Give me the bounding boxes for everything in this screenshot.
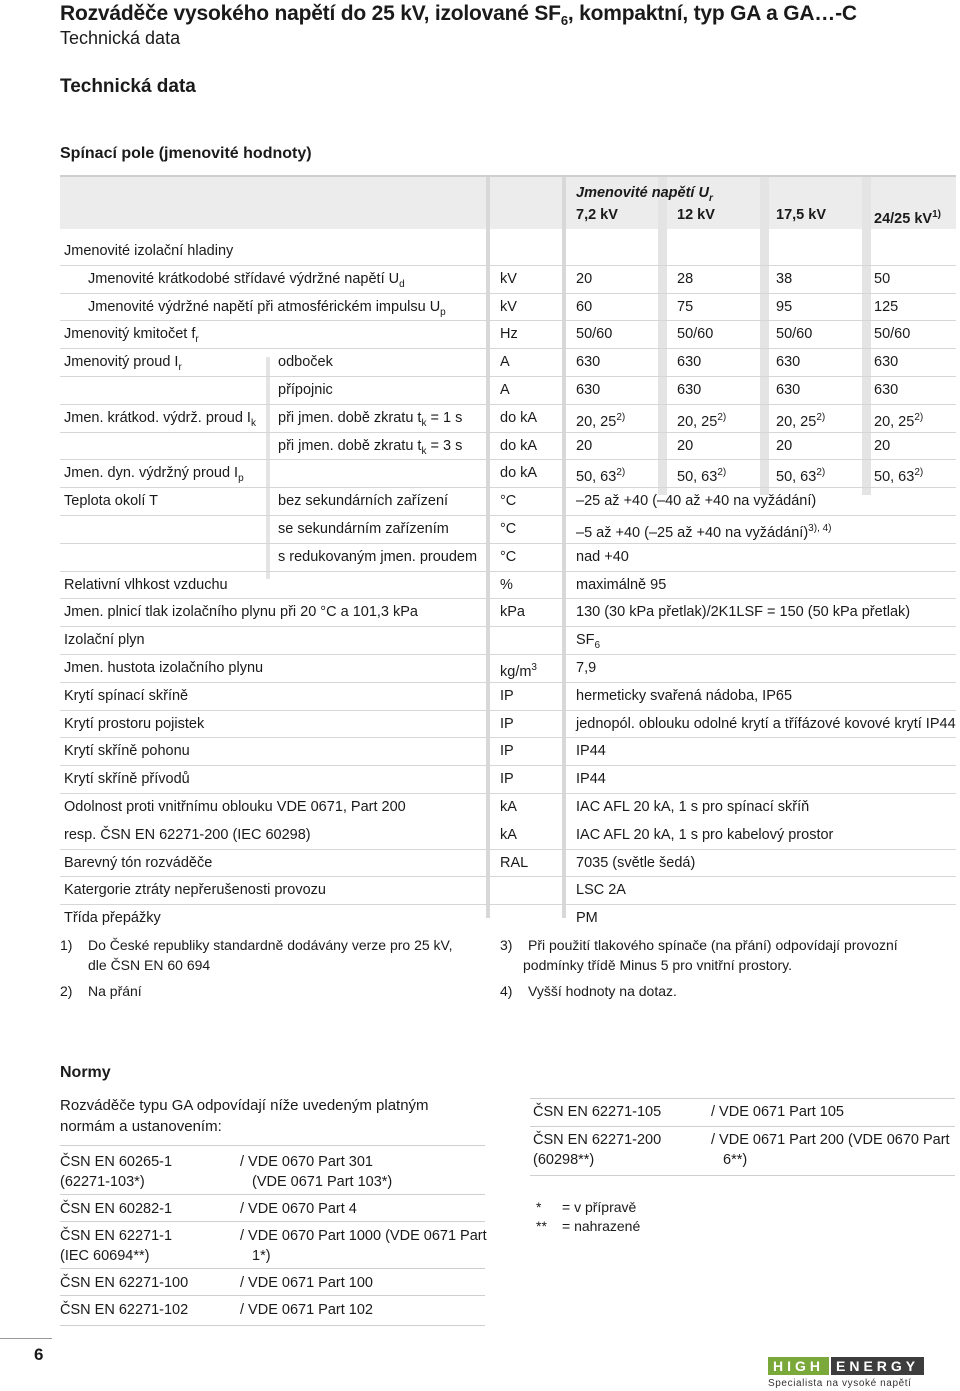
column-header: 24/25 $kV^{1)}$ <box>874 209 941 227</box>
row-divider <box>60 765 956 766</box>
norm-code: ČSN EN 62271-102 <box>60 1302 189 1318</box>
row-unit: IP <box>500 687 514 704</box>
footnote: 2) Na přání <box>60 983 142 999</box>
value-cell: 50/60 <box>776 326 813 343</box>
row-divider <box>60 515 956 516</box>
value-cell: 630 <box>874 382 899 398</box>
document-subtitle: Technická data <box>60 28 181 48</box>
footnote: 4) Vyšší hodnoty na dotaz. <box>500 983 677 999</box>
value-cell: 20 <box>576 270 593 287</box>
logo-word-energy: ENERGY <box>831 1357 924 1375</box>
value-span: IAC AFL 20 kA, 1 s pro kabelový prostor <box>576 826 834 843</box>
norm-code: ČSN EN 60265-1 (62271-103*) <box>60 1154 173 1190</box>
row-unit: A <box>500 354 510 371</box>
row-label: Krytí prostoru pojistek <box>64 715 205 732</box>
row-unit: do kA <box>500 465 538 482</box>
row-divider <box>60 376 956 377</box>
value-cell: 50/60 <box>576 326 613 343</box>
norm-vde: / VDE 0671 Part 100 <box>240 1275 373 1291</box>
row-label: Teplota okolí T <box>64 493 159 510</box>
value-cell: 630 <box>576 382 601 398</box>
section-heading: Technická data <box>60 76 196 97</box>
row-divider <box>60 682 956 683</box>
row-label: Jmenovité výdržné napětí při atmosférickém impulsu $U_p$ <box>88 298 446 318</box>
value-cell: 20, 25$^{2)}$ <box>874 411 924 430</box>
column-divider <box>486 177 490 918</box>
norm-code: ČSN EN 60282-1 <box>60 1201 173 1217</box>
row-divider <box>60 710 956 711</box>
legend-item: ** = nahrazené <box>536 1218 641 1234</box>
column-divider <box>266 357 270 579</box>
row-divider <box>60 459 956 460</box>
row-divider <box>60 571 956 572</box>
value-cell: 630 <box>874 354 899 371</box>
value-cell: 60 <box>576 298 593 315</box>
row-sublabel: odboček <box>278 354 333 371</box>
row-sublabel: při jmen. době zkratu $t_k = 3$ s <box>278 437 463 457</box>
row-sublabel: s redukovaným jmen. proudem <box>278 548 478 565</box>
row-sublabel: se sekundárním zařízením <box>278 521 449 537</box>
value-span: $SF_6$ <box>576 632 601 652</box>
divider <box>60 1194 485 1195</box>
row-unit: kA <box>500 826 517 843</box>
column-header: 7,2 kV <box>576 207 618 223</box>
norm-code: ČSN EN 62271-100 <box>60 1275 189 1291</box>
norm-vde: / VDE 0671 Part 105 <box>711 1104 844 1120</box>
value-cell: 20, 25$^{2)}$ <box>576 411 626 430</box>
value-cell: 630 <box>776 382 801 398</box>
divider <box>530 1175 955 1176</box>
row-label: Jmen. dyn. výdržný proud $I_p$ <box>64 465 244 485</box>
value-cell: 50, 63$^{2)}$ <box>576 467 626 486</box>
value-cell: 38 <box>776 270 793 287</box>
row-unit: IP <box>500 743 514 760</box>
row-label: Jmenovité izolační hladiny <box>64 243 234 259</box>
divider <box>60 1145 485 1146</box>
row-unit: Hz <box>500 326 518 343</box>
value-cell: 28 <box>677 270 694 287</box>
value-span: –25 až +40 (–40 až +40 na vyžádání) <box>576 493 817 510</box>
row-divider <box>60 654 956 655</box>
value-cell: 20, 25$^{2)}$ <box>677 411 727 430</box>
value-span: –5 až +40 (–25 až +40 na vyžádání)$^{3), 4)}$ <box>576 523 832 541</box>
divider <box>60 1325 485 1326</box>
value-span: PM <box>576 910 598 927</box>
row-label: Jmenovité krátkodobé střídavé výdržné napětí $U_d$ <box>88 270 405 290</box>
norms-intro: Rozváděče typu GA odpovídají níže uvedeným platným normám a ustanovením: <box>60 1097 429 1135</box>
row-label: Třída přepážky <box>64 910 161 927</box>
value-cell: 50, 63$^{2)}$ <box>677 467 727 486</box>
row-label: Krytí spínací skříně <box>64 687 189 704</box>
row-label: Jmenovitý kmitočet $f_r$ <box>64 326 199 346</box>
row-label: Katergorie ztráty nepřerušenosti provozu <box>64 882 326 899</box>
norm-vde: / VDE 0670 Part 1000 (VDE 0671 Part 1*) <box>240 1228 487 1264</box>
column-header: 12 kV <box>677 207 715 223</box>
document-title: Rozváděče vysokého napětí do 25 kV, izolované $SF_6$, kompaktní, typ GA a GA…-C <box>60 2 857 29</box>
row-divider <box>60 876 956 877</box>
value-span: hermeticky svařená nádoba, IP65 <box>576 687 793 704</box>
value-span: IP44 <box>576 743 606 760</box>
value-span: IP44 <box>576 771 606 788</box>
legend-item: * = v přípravě <box>536 1199 637 1215</box>
row-unit: kPa <box>500 604 525 621</box>
row-unit: do kA <box>500 409 538 426</box>
value-cell: 20 <box>874 437 891 454</box>
row-label: Krytí skříně přívodů <box>64 771 190 788</box>
row-divider <box>60 793 956 794</box>
row-unit: RAL <box>500 854 529 871</box>
page-rule <box>0 1338 52 1339</box>
row-sublabel: přípojnic <box>278 382 333 398</box>
value-cell: 20 <box>776 437 793 454</box>
row-sublabel: při jmen. době zkratu $t_k = 1$ s <box>278 409 463 429</box>
row-unit: °C <box>500 548 517 565</box>
high-energy-logo <box>768 1357 940 1389</box>
value-span: nad +40 <box>576 548 629 565</box>
value-span: jednopól. oblouku odolné krytí a třífázové kovové krytí IP44 <box>576 715 956 732</box>
column-divider <box>862 177 871 495</box>
norm-code: ČSN EN 62271-200 (60298**) <box>533 1132 662 1168</box>
value-cell: 630 <box>576 354 601 371</box>
row-label: resp. ČSN EN 62271-200 (IEC 60298) <box>64 826 311 843</box>
row-unit: $kg/m^3$ <box>500 662 537 680</box>
row-unit: °C <box>500 493 517 510</box>
row-label: Relativní vlhkost vzduchu <box>64 576 228 593</box>
row-unit: A <box>500 382 510 398</box>
value-span: LSC 2A <box>576 882 626 899</box>
row-label: Barevný tón rozváděče <box>64 854 213 871</box>
row-divider <box>60 626 956 627</box>
value-cell: 630 <box>776 354 801 371</box>
value-span: IAC AFL 20 kA, 1 s pro spínací skříň <box>576 799 810 815</box>
norm-vde: / VDE 0671 Part 102 <box>240 1302 373 1318</box>
divider <box>60 1295 485 1296</box>
row-unit: kV <box>500 270 517 287</box>
row-label: Jmenovitý proud $I_r$ <box>64 354 182 374</box>
voltage-header: Jmenovité napětí $U_r$ <box>576 185 713 204</box>
value-cell: 20, 25$^{2)}$ <box>776 411 826 430</box>
row-divider <box>60 543 956 544</box>
divider <box>530 1098 955 1099</box>
row-sublabel: bez sekundárních zařízení <box>278 493 449 510</box>
row-label: Odolnost proti vnitřnímu oblouku VDE 0671, Part 200 <box>64 799 406 815</box>
column-divider <box>562 177 566 918</box>
row-label: Jmen. hustota izolačního plynu <box>64 660 264 676</box>
value-cell: 20 <box>677 437 694 454</box>
value-cell: 125 <box>874 298 899 315</box>
value-cell: 75 <box>677 298 694 315</box>
value-span: 130 (30 kPa přetlak)/2K1LSF = 150 (50 kPa přetlak) <box>576 604 911 621</box>
norms-heading: Normy <box>60 1064 111 1081</box>
divider <box>60 1221 485 1222</box>
norm-vde: / VDE 0670 Part 4 <box>240 1201 357 1217</box>
row-label: Jmen. plnicí tlak izolačního plynu při 20 °C a 101,3 kPa <box>64 604 418 621</box>
row-divider <box>60 849 956 850</box>
divider <box>60 1268 485 1269</box>
row-divider <box>60 598 956 599</box>
page-number: 6 <box>34 1345 44 1364</box>
row-divider <box>60 404 956 405</box>
column-divider <box>760 177 769 495</box>
logo-tagline: Specialista na vysoké napětí <box>768 1378 912 1389</box>
value-span: 7035 (světle šedá) <box>576 854 696 871</box>
row-unit: IP <box>500 771 514 788</box>
row-divider <box>60 904 956 905</box>
row-unit: °C <box>500 521 517 537</box>
row-label: Krytí skříně pohonu <box>64 743 190 760</box>
norm-vde: / VDE 0671 Part 200 (VDE 0670 Part 6**) <box>711 1132 950 1168</box>
column-divider <box>658 177 667 495</box>
row-divider <box>60 265 956 266</box>
value-span: maximálně 95 <box>576 576 667 593</box>
footnote: 1) Do České republiky standardně dodávány verze pro 25 kV, dle ČSN EN 60 694 <box>60 937 453 973</box>
value-cell: 50, 63$^{2)}$ <box>874 467 924 486</box>
row-unit: kV <box>500 298 517 315</box>
row-divider <box>60 737 956 738</box>
row-label: Izolační plyn <box>64 632 145 649</box>
norm-code: ČSN EN 62271-1 (IEC 60694**) <box>60 1228 173 1264</box>
value-cell: 95 <box>776 298 793 315</box>
value-cell: 20 <box>576 437 593 454</box>
value-cell: 630 <box>677 382 702 398</box>
row-unit: % <box>500 576 513 593</box>
value-cell: 50, 63$^{2)}$ <box>776 467 826 486</box>
value-span: 7,9 <box>576 660 597 676</box>
row-unit: kA <box>500 799 517 815</box>
divider <box>530 1126 955 1127</box>
footnote: 3) Při použití tlakového spínače (na přání) odpovídají provozní podmínky třídě Minus 5 pro vnitřní prostory. <box>500 937 898 973</box>
logo-word-high: HIGH <box>768 1357 829 1375</box>
norm-code: ČSN EN 62271-105 <box>533 1104 662 1120</box>
row-label: Jmen. krátkod. výdrž. proud $I_k$ <box>64 409 256 429</box>
row-unit: do kA <box>500 437 538 454</box>
table-heading: Spínací pole (jmenovité hodnoty) <box>60 145 312 162</box>
row-unit: IP <box>500 715 514 732</box>
column-header: 17,5 kV <box>776 207 826 223</box>
value-cell: 50/60 <box>677 326 714 343</box>
value-cell: 50/60 <box>874 326 911 343</box>
value-cell: 630 <box>677 354 702 371</box>
value-cell: 50 <box>874 270 891 287</box>
norm-vde: / VDE 0670 Part 301 (VDE 0671 Part 103*) <box>240 1154 393 1190</box>
